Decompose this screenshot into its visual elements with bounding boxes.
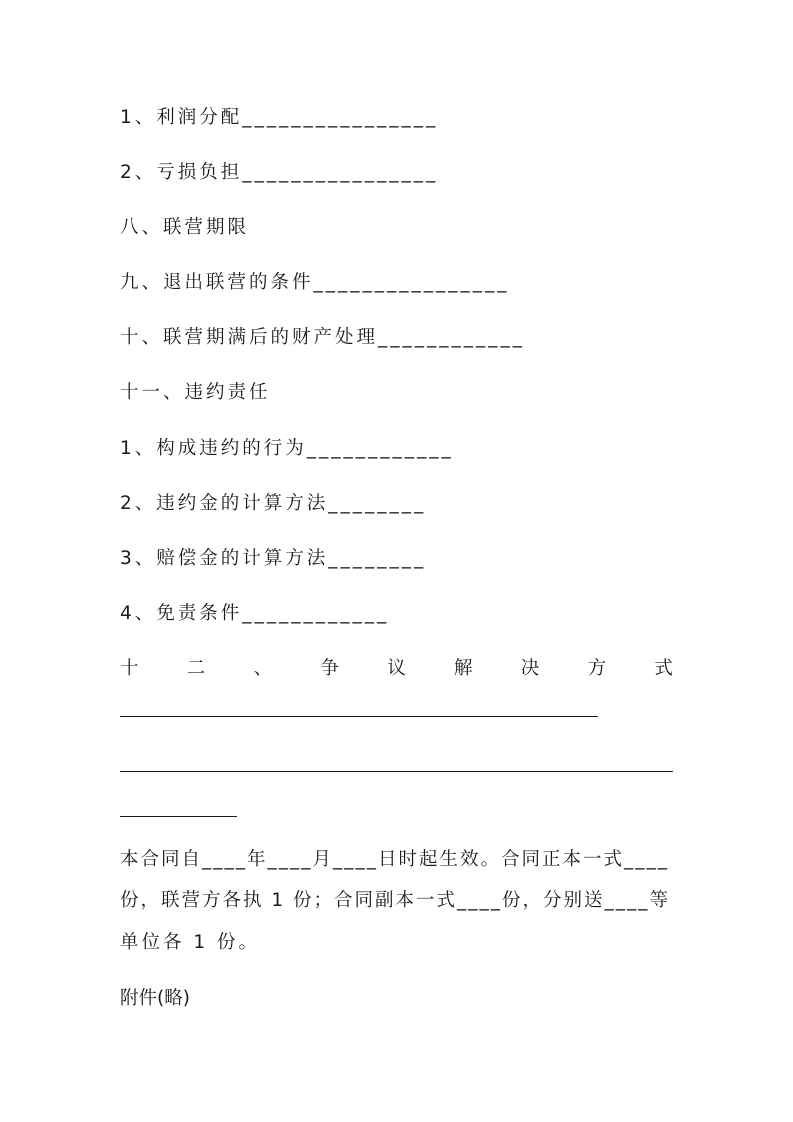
effective-clause-line-2: 份，联营方各执 1 份；合同副本一式____份，分别送____等 xyxy=(120,890,671,911)
dispute-char: 争 xyxy=(320,658,339,679)
dispute-char: 议 xyxy=(387,658,406,679)
clause-loss-bearing: 2、亏损负担________________ xyxy=(120,162,439,183)
blank-line xyxy=(120,771,673,772)
dispute-char: 二 xyxy=(186,658,206,679)
clause-penalty-calculation: 2、违约金的计算方法________ xyxy=(120,493,427,514)
section-dispute-resolution xyxy=(120,657,673,681)
section-property-disposal: 十、联营期满后的财产处理____________ xyxy=(120,327,526,348)
section-breach-liability: 十一、违约责任 xyxy=(120,382,271,403)
appendix-note: 附件(略) xyxy=(120,988,190,1009)
dispute-char: 方 xyxy=(587,658,607,679)
effective-clause-line-1: 本合同自____年____月____日时起生效。合同正本一式____ xyxy=(120,849,670,870)
dispute-char: 、 xyxy=(253,658,273,679)
clause-compensation-calculation: 3、赔偿金的计算方法________ xyxy=(120,548,427,569)
clause-breach-conduct: 1、构成违约的行为____________ xyxy=(120,438,454,459)
dispute-char: 决 xyxy=(520,658,540,679)
clause-exemption-conditions: 4、免责条件____________ xyxy=(120,603,390,624)
dispute-char: 解 xyxy=(453,658,473,679)
blank-line xyxy=(120,816,237,817)
dispute-char: 十 xyxy=(120,658,139,679)
section-term: 八、联营期限 xyxy=(120,217,250,238)
clause-profit-distribution: 1、利润分配________________ xyxy=(120,107,439,128)
blank-line xyxy=(120,716,598,717)
section-exit-conditions: 九、退出联营的条件________________ xyxy=(120,272,510,293)
effective-clause-line-3: 单位各 1 份。 xyxy=(120,932,261,953)
dispute-char: 式 xyxy=(654,658,673,679)
